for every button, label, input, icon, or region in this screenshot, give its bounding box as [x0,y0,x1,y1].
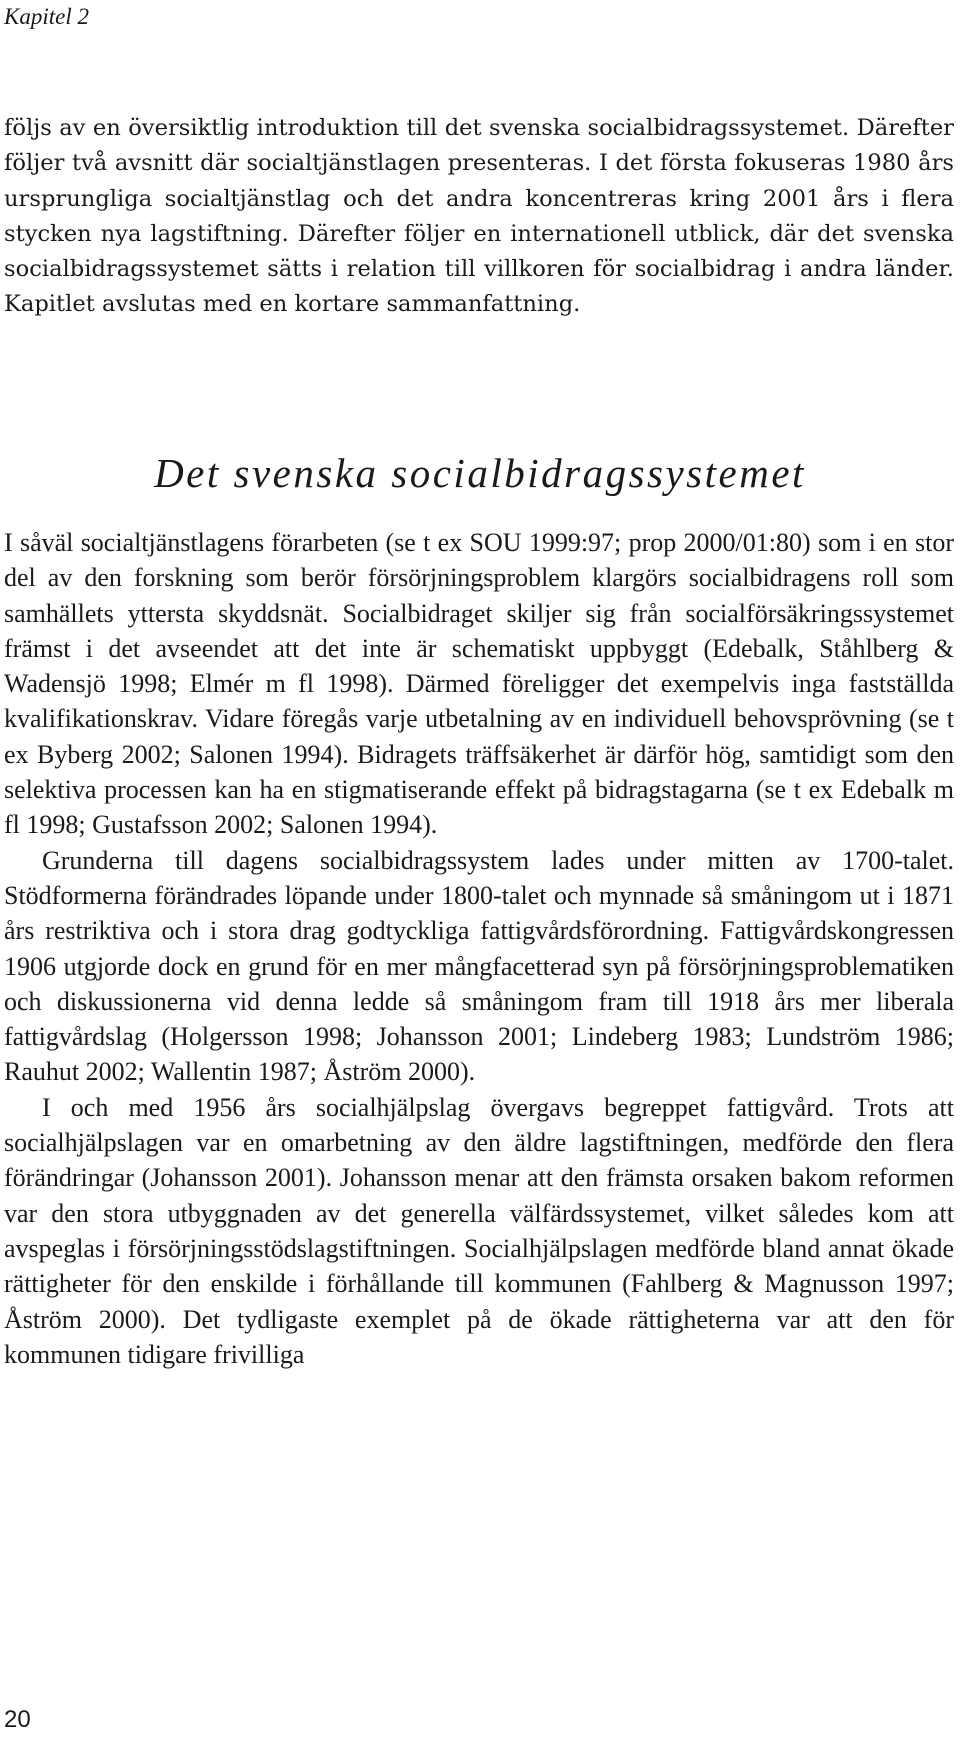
running-head: Kapitel 2 [4,4,89,29]
intro-paragraph: följs av en översiktlig introduktion till det svenska socialbidragssystemet. Därefter följer två avsnitt där socialtjänstlagen presenteras. I det första fokuseras 1980 års ursprungliga socialtjänstlag och det andra koncentreras kring 2001 års i flera stycken nya lagstiftning. Därefter följer en internationell utblick, där det svenska socialbidragssystemet sätts i relation till villkoren för socialbidrag i andra länder. Kapitlet avslutas med en kortare sammanfattning. [4,115,954,318]
section-body [4,525,954,1372]
page-number: 20 [4,1706,31,1733]
section-heading: Det svenska socialbidragssystemet [154,450,806,496]
body-paragraph-1: I såväl socialtjänstlagens förarbeten (se t ex SOU 1999:97; prop 2000/01:80) som i en stor del av den forskning som berör försörjningsproblem klargörs socialbidragens roll som samhällets yttersta skyddsnät. Socialbidraget skiljer sig från socialförsäkringssystemet främst i det avseendet att det inte är schematiskt uppbyggt (Edebalk, Ståhlberg & Wadensjö 1998; Elmér m fl 1998). Därmed föreligger det exempelvis inga fastställda kvalifikationskrav. Vidare föregås varje utbetalning av en individuell behovsprövning (se t ex Byberg 2002; Salonen 1994). Bidragets träffsäkerhet är därför hög, samtidigt som den selektiva processen kan ha en stigmatiserande effekt på bidragstagarna (se t ex Edebalk m fl 1998; Gustafsson 2002; Salonen 1994). [4,528,954,840]
body-paragraph-3: I och med 1956 års socialhjälpslag övergavs begreppet fattigvård. Trots att socialhjälpslagen var en omarbetning av den äldre lagstiftningen, medförde den flera förändringar (Johansson 2001). Johansson menar att den främsta orsaken bakom reformen var den stora utbyggnaden av det generella välfärdssystemet, vilket således kom att avspeglas i försörjningsstödslagstiftningen. Socialhjälpslagen medförde bland annat ökade rättigheter för den enskilde i förhållande till kommunen (Fahlberg & Magnusson 1997; Åström 2000). Det tydligaste exemplet på de ökade rättigheterna var att den för kommunen tidigare frivilliga [4,1092,954,1369]
body-paragraph-2: Grunderna till dagens socialbidragssystem lades under mitten av 1700-talet. Stödformerna förändrades löpande under 1800-talet och mynnade så småningom ut i 1871 års restriktiva och i stora drag godtyckliga fattigvårdsförordning. Fattigvårdskongressen 1906 utgjorde dock en grund för en mer mångfacetterad syn på försörjningsproblematiken och diskussionerna vid denna ledde så småningom fram till 1918 års mer liberala fattigvårdslag (Holgersson 1998; Johansson 2001; Lindeberg 1983; Lundström 1986; Rauhut 2002; Wallentin 1987; Åström 2000). [4,845,954,1087]
